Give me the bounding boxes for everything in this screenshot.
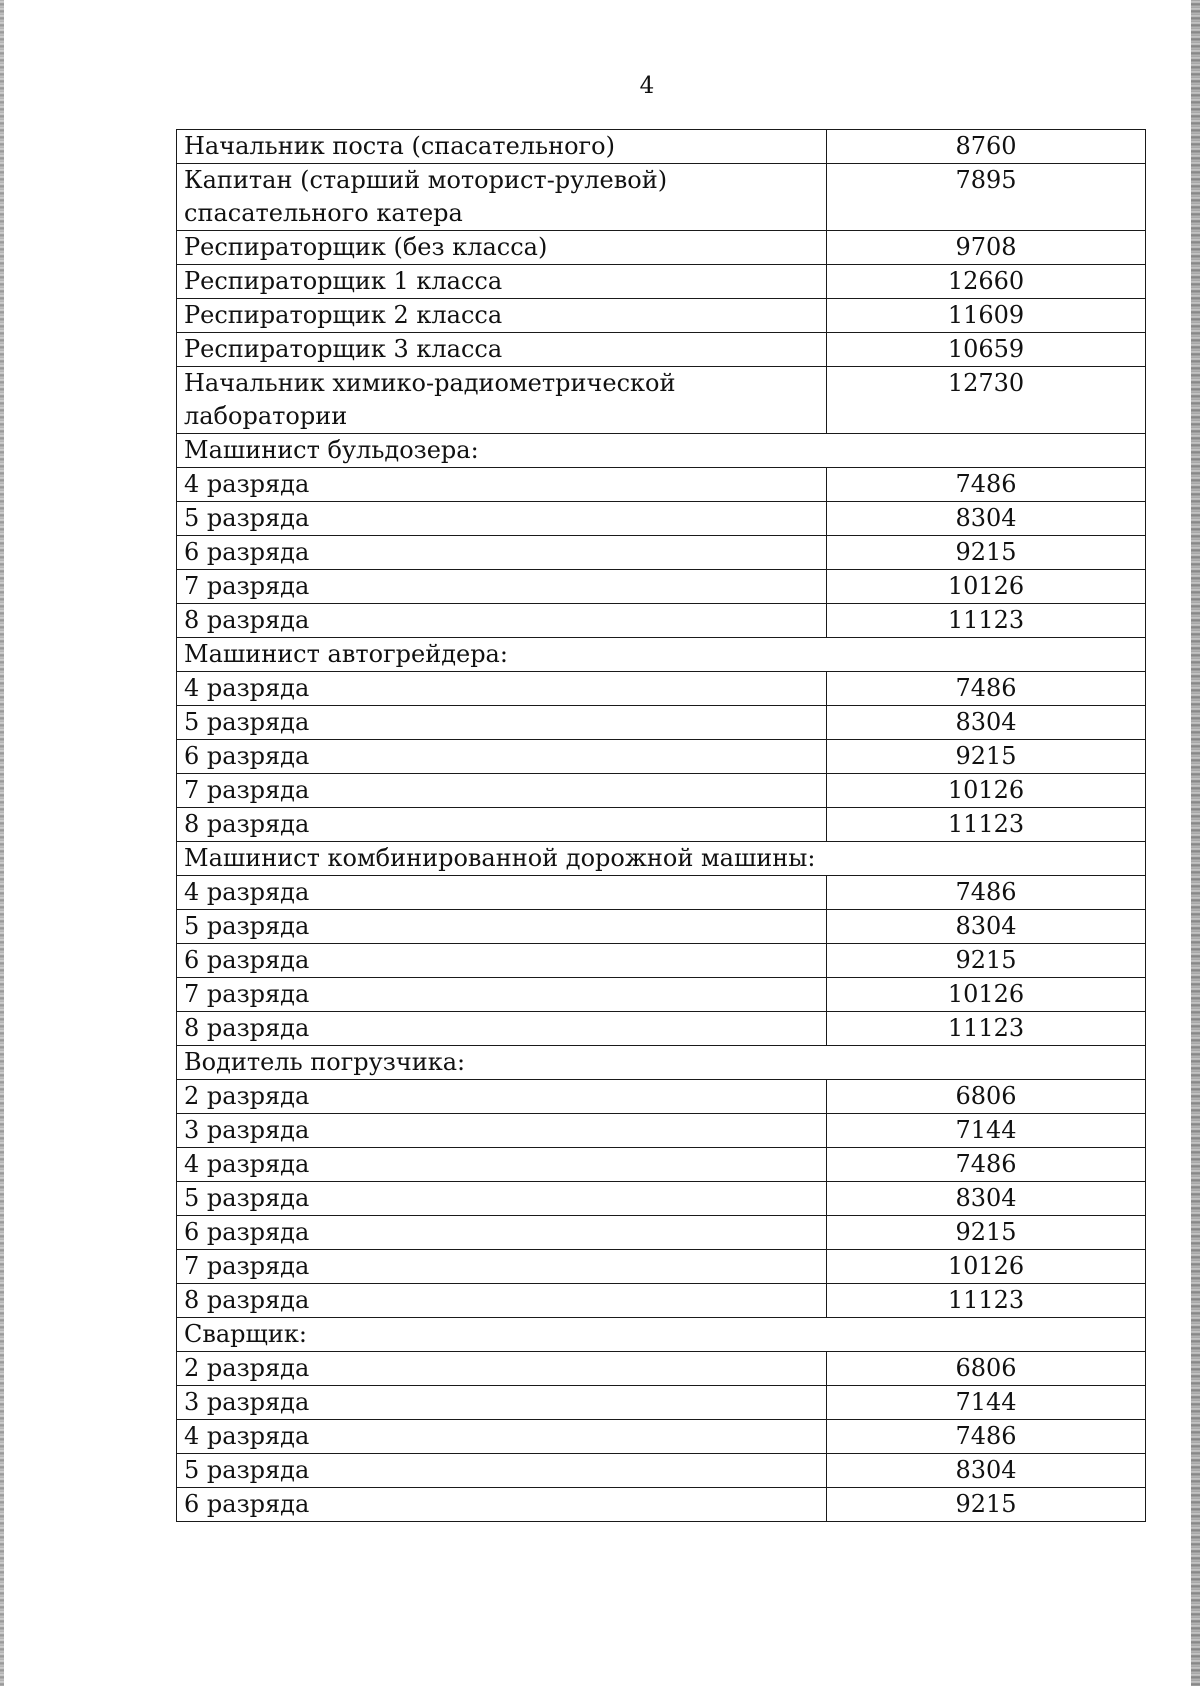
group-heading: Сварщик:	[177, 1318, 1146, 1352]
salary-value-cell: 11123	[827, 604, 1146, 638]
table-row	[177, 1182, 1146, 1216]
table-row	[177, 808, 1146, 842]
position-name-cell: 5 разряда	[177, 1454, 827, 1488]
salary-value-cell: 7486	[827, 1148, 1146, 1182]
position-name-cell: 7 разряда	[177, 1250, 827, 1284]
table-row	[177, 333, 1146, 367]
group-heading: Машинист бульдозера:	[177, 434, 1146, 468]
table-row	[177, 164, 1146, 231]
group-heading: Водитель погрузчика:	[177, 1046, 1146, 1080]
salary-value-cell: 10126	[827, 1250, 1146, 1284]
table-group-row	[177, 1046, 1146, 1080]
salary-value-cell: 9215	[827, 1216, 1146, 1250]
salary-value-cell: 7486	[827, 876, 1146, 910]
position-name-cell: Респираторщик 1 класса	[177, 265, 827, 299]
position-name-cell: 5 разряда	[177, 1182, 827, 1216]
salary-value-cell: 11123	[827, 1012, 1146, 1046]
salary-value-cell: 8304	[827, 1454, 1146, 1488]
table-row	[177, 672, 1146, 706]
salary-value-cell: 10126	[827, 978, 1146, 1012]
table-row	[177, 1216, 1146, 1250]
table-group-row	[177, 638, 1146, 672]
scan-edge-left	[0, 0, 4, 1686]
table-row	[177, 740, 1146, 774]
position-name-cell: Капитан (старший моторист-рулевой) спасательного катера	[177, 164, 827, 231]
position-name-cell: 3 разряда	[177, 1386, 827, 1420]
position-name-cell: 8 разряда	[177, 808, 827, 842]
salary-value-cell: 7486	[827, 468, 1146, 502]
table-row	[177, 570, 1146, 604]
page-number: 4	[639, 73, 655, 99]
position-name-cell: 2 разряда	[177, 1080, 827, 1114]
salary-value-cell: 8304	[827, 910, 1146, 944]
table-row	[177, 1386, 1146, 1420]
position-name-cell: 5 разряда	[177, 910, 827, 944]
salary-value-cell: 8760	[827, 130, 1146, 164]
position-name-cell: 7 разряда	[177, 978, 827, 1012]
position-name-cell: 4 разряда	[177, 876, 827, 910]
position-name-cell: 4 разряда	[177, 1148, 827, 1182]
position-name-cell: 6 разряда	[177, 536, 827, 570]
table-row	[177, 265, 1146, 299]
salary-value-cell: 12730	[827, 367, 1146, 434]
salary-value-cell: 12660	[827, 265, 1146, 299]
salary-value-cell: 10659	[827, 333, 1146, 367]
table-row	[177, 910, 1146, 944]
position-name-cell: 8 разряда	[177, 604, 827, 638]
table-group-row	[177, 842, 1146, 876]
position-name-cell: 4 разряда	[177, 672, 827, 706]
salary-table	[176, 129, 1146, 1522]
table-row	[177, 367, 1146, 434]
position-name-cell: 6 разряда	[177, 944, 827, 978]
salary-value-cell: 7144	[827, 1114, 1146, 1148]
position-name-cell: 5 разряда	[177, 706, 827, 740]
position-name-cell: 6 разряда	[177, 740, 827, 774]
salary-value-cell: 7144	[827, 1386, 1146, 1420]
position-name-cell: 8 разряда	[177, 1012, 827, 1046]
position-name-cell: 5 разряда	[177, 502, 827, 536]
table-row	[177, 1488, 1146, 1522]
position-name-cell: 6 разряда	[177, 1216, 827, 1250]
table-row	[177, 706, 1146, 740]
salary-value-cell: 9215	[827, 536, 1146, 570]
table-row	[177, 1080, 1146, 1114]
table-row	[177, 774, 1146, 808]
salary-value-cell: 11123	[827, 1284, 1146, 1318]
table-row	[177, 130, 1146, 164]
table-row	[177, 944, 1146, 978]
table-row	[177, 502, 1146, 536]
salary-value-cell: 8304	[827, 1182, 1146, 1216]
table-row	[177, 876, 1146, 910]
salary-value-cell: 7486	[827, 1420, 1146, 1454]
position-name-cell: 3 разряда	[177, 1114, 827, 1148]
table-group-row	[177, 434, 1146, 468]
position-name-cell: Начальник поста (спасательного)	[177, 130, 827, 164]
position-name-cell: 7 разряда	[177, 774, 827, 808]
salary-value-cell: 7895	[827, 164, 1146, 231]
table-row	[177, 1352, 1146, 1386]
position-name-cell: Респираторщик 3 класса	[177, 333, 827, 367]
table-row	[177, 1012, 1146, 1046]
position-name-cell: 4 разряда	[177, 1420, 827, 1454]
salary-value-cell: 9708	[827, 231, 1146, 265]
table-group-row	[177, 1318, 1146, 1352]
salary-value-cell: 11123	[827, 808, 1146, 842]
position-name-cell: 2 разряда	[177, 1352, 827, 1386]
salary-value-cell: 8304	[827, 706, 1146, 740]
table-row	[177, 299, 1146, 333]
salary-value-cell: 10126	[827, 570, 1146, 604]
position-name-cell: 7 разряда	[177, 570, 827, 604]
salary-value-cell: 11609	[827, 299, 1146, 333]
salary-value-cell: 6806	[827, 1352, 1146, 1386]
table-body	[177, 130, 1146, 1522]
group-heading: Машинист комбинированной дорожной машины:	[177, 842, 1146, 876]
position-name-cell: Респираторщик 2 класса	[177, 299, 827, 333]
table-row	[177, 468, 1146, 502]
table-row	[177, 1114, 1146, 1148]
position-name-cell: 4 разряда	[177, 468, 827, 502]
salary-value-cell: 8304	[827, 502, 1146, 536]
position-name-cell: 6 разряда	[177, 1488, 827, 1522]
salary-value-cell: 9215	[827, 944, 1146, 978]
table-row	[177, 978, 1146, 1012]
table-row	[177, 536, 1146, 570]
salary-value-cell: 9215	[827, 1488, 1146, 1522]
salary-value-cell: 7486	[827, 672, 1146, 706]
salary-value-cell: 9215	[827, 740, 1146, 774]
table-row	[177, 1454, 1146, 1488]
table-row	[177, 1420, 1146, 1454]
table-row	[177, 1250, 1146, 1284]
salary-value-cell: 10126	[827, 774, 1146, 808]
group-heading: Машинист автогрейдера:	[177, 638, 1146, 672]
table-row	[177, 1284, 1146, 1318]
scan-edge-right	[1191, 0, 1200, 1686]
table-row	[177, 1148, 1146, 1182]
position-name-cell: 8 разряда	[177, 1284, 827, 1318]
salary-value-cell: 6806	[827, 1080, 1146, 1114]
table-row	[177, 604, 1146, 638]
position-name-cell: Респираторщик (без класса)	[177, 231, 827, 265]
position-name-cell: Начальник химико-радиометрической лаборатории	[177, 367, 827, 434]
table-row	[177, 231, 1146, 265]
